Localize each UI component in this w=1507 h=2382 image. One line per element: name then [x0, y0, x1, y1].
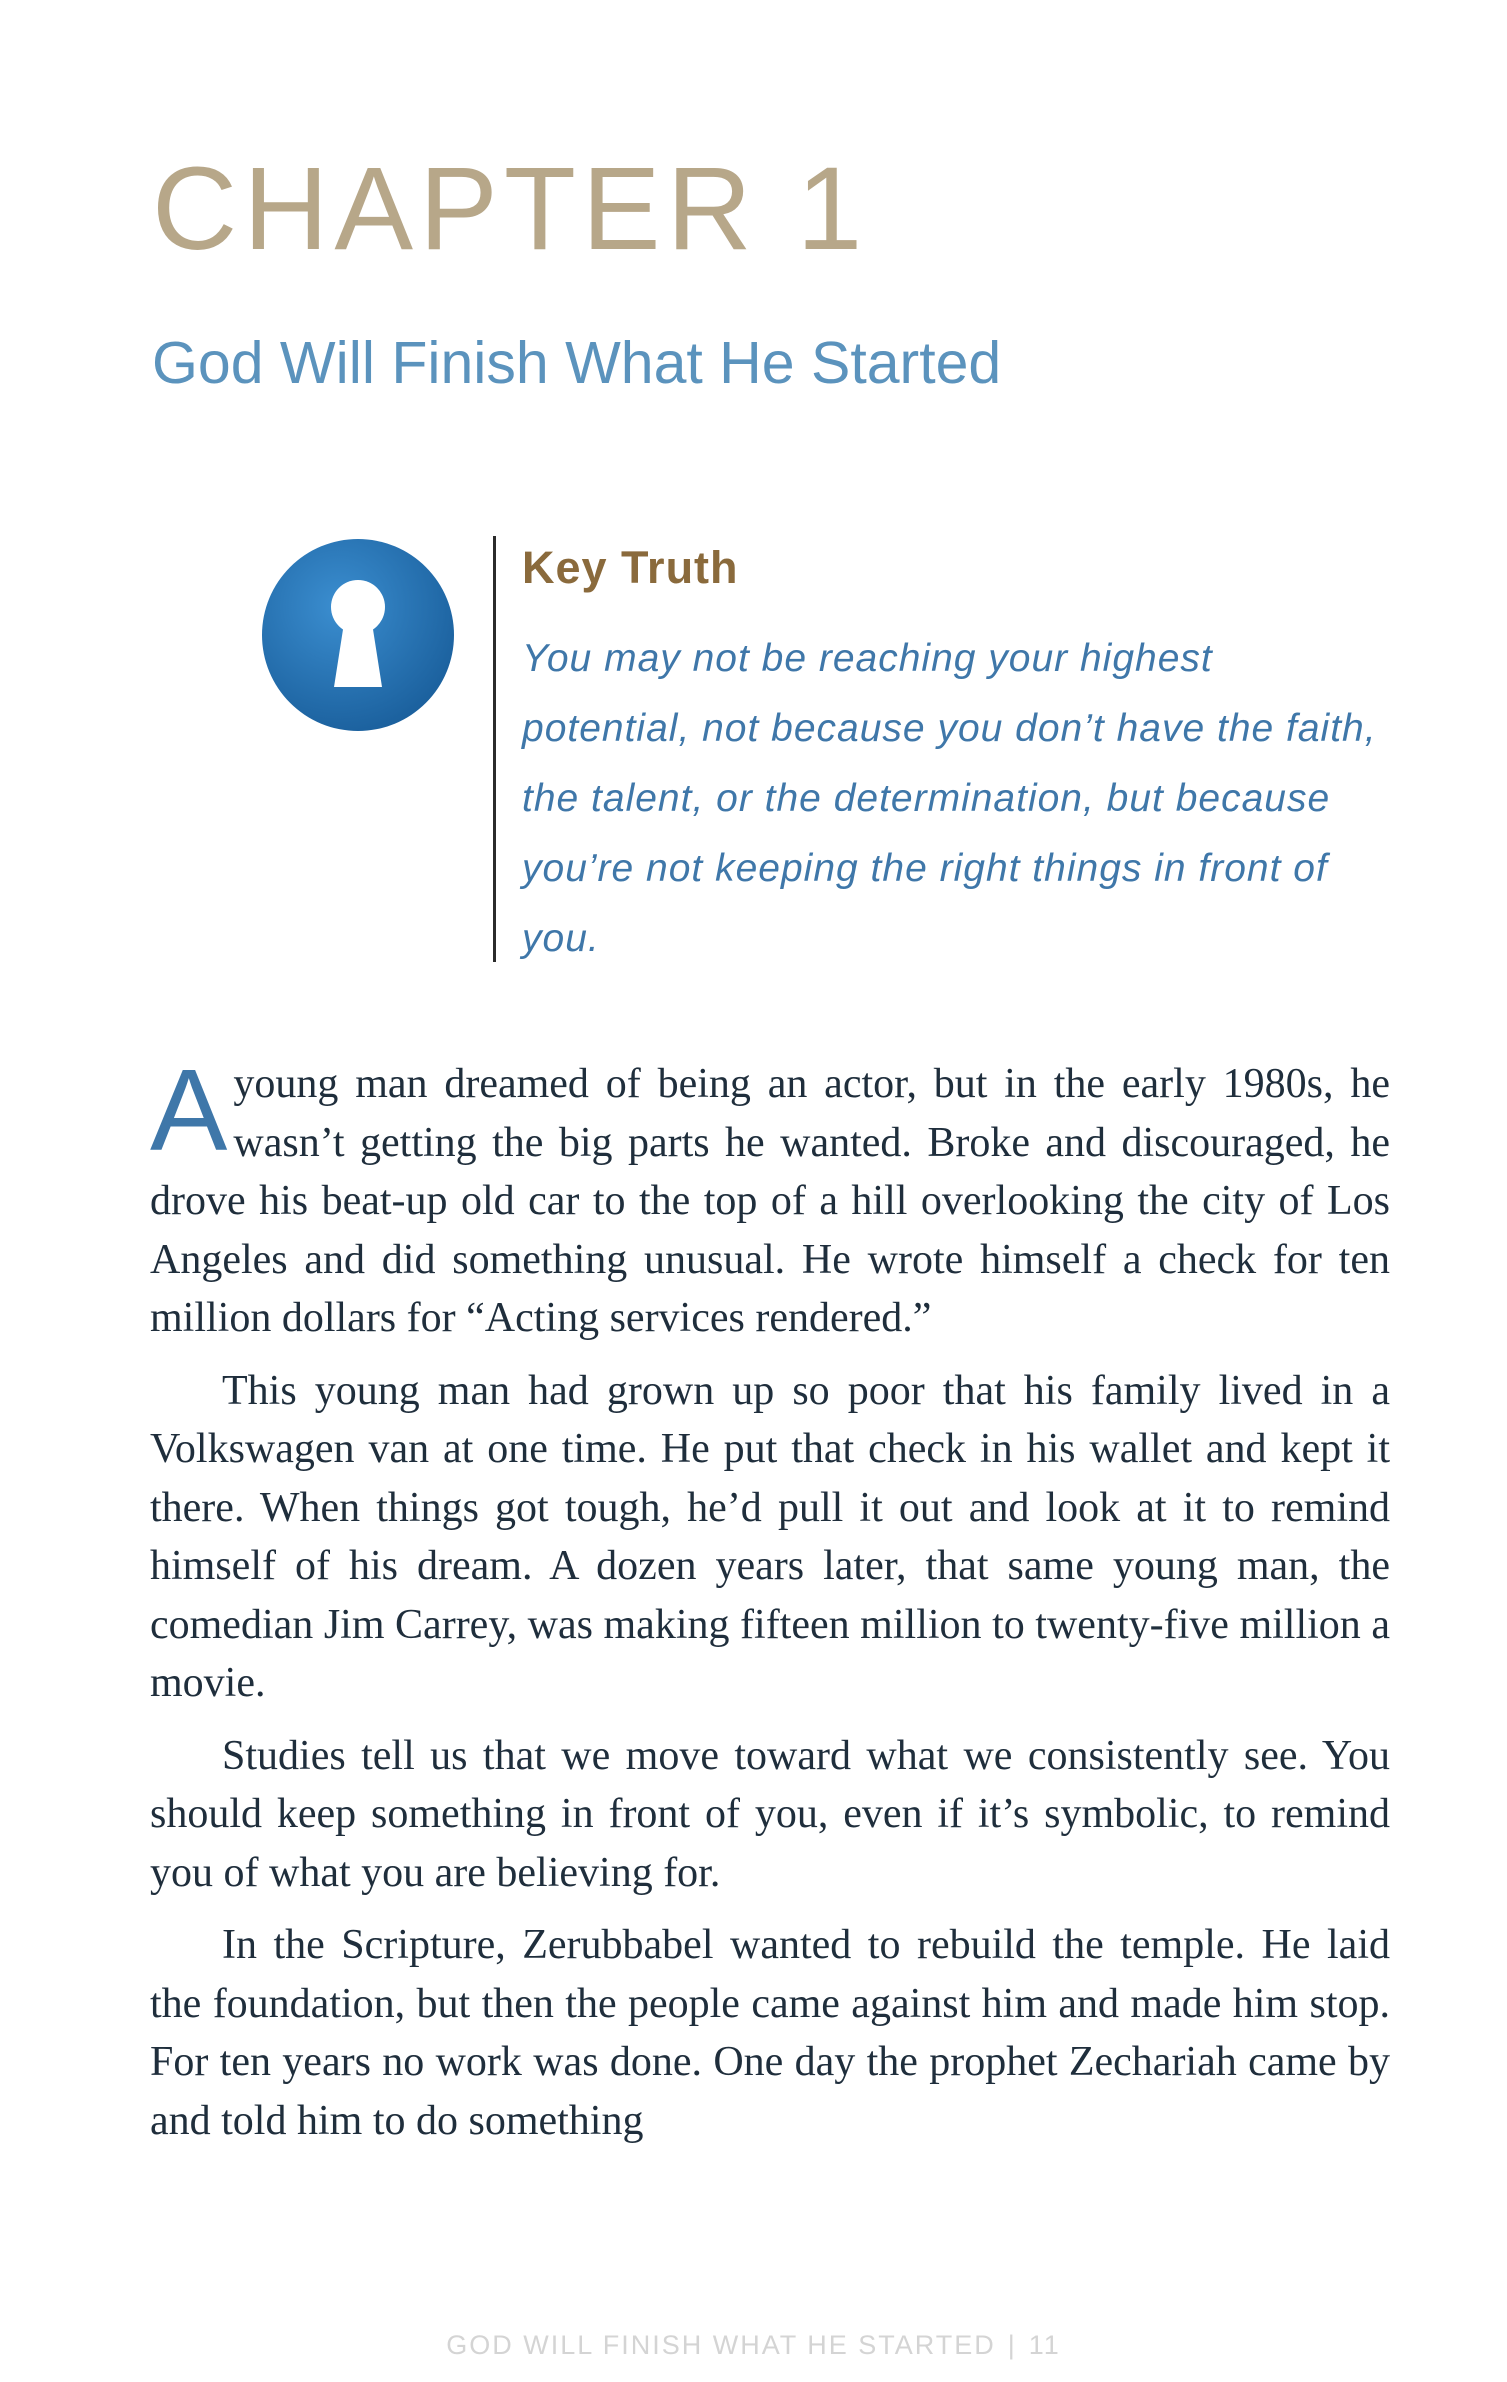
- keyhole-icon: [258, 535, 458, 735]
- footer-separator: |: [1007, 2330, 1017, 2360]
- body-text: [150, 1045, 1390, 2164]
- chapter-label: CHAPTER 1: [152, 143, 869, 275]
- paragraph-1-text: young man dreamed of being an actor, but in the early 1980s, he wasn’t getting the big parts he wanted. Broke and discouraged, he drove his beat-up old car to the top of a hill overlooking the city of Los Angeles and did something unusual. He wrote himself a check for ten million dollars for “Acting services rendered.”: [150, 1061, 1390, 1341]
- paragraph-4: In the Scripture, Zerubbabel wanted to rebuild the temple. He laid the foundation, but then the people came against him and made him stop. For ten years no work was done. One day the prophet Zechariah came by and told him to do something: [150, 1922, 1390, 2144]
- paragraph-1: [150, 1045, 1390, 1348]
- running-title: GOD WILL FINISH WHAT HE STARTED: [446, 2330, 996, 2360]
- page-number: 11: [1028, 2330, 1061, 2360]
- paragraph-2: This young man had grown up so poor that his family lived in a Volkswagen van at one time. He put that check in his wallet and kept it there. When things got tough, he’d pull it out and look at it to remind himself of his dream. A dozen years later, that same young man, the comedian Jim Carrey, was making fifteen million to twenty-five million a movie.: [150, 1367, 1390, 1706]
- drop-cap: A: [150, 1045, 228, 1175]
- callout-divider: [493, 536, 496, 962]
- paragraph-3: Studies tell us that we move toward what we consistently see. You should keep something in front of you, even if it’s symbolic, to remind you of what you are believing for.: [150, 1732, 1390, 1896]
- chapter-title: God Will Finish What He Started: [152, 330, 1002, 396]
- callout-text: You may not be reaching your highest potential, not because you don’t have the faith, the talent, or the determination, but because you’re not keeping the right things in front of you.: [522, 637, 1377, 960]
- page-footer: [0, 2330, 1507, 2361]
- callout-heading: Key Truth: [522, 542, 739, 593]
